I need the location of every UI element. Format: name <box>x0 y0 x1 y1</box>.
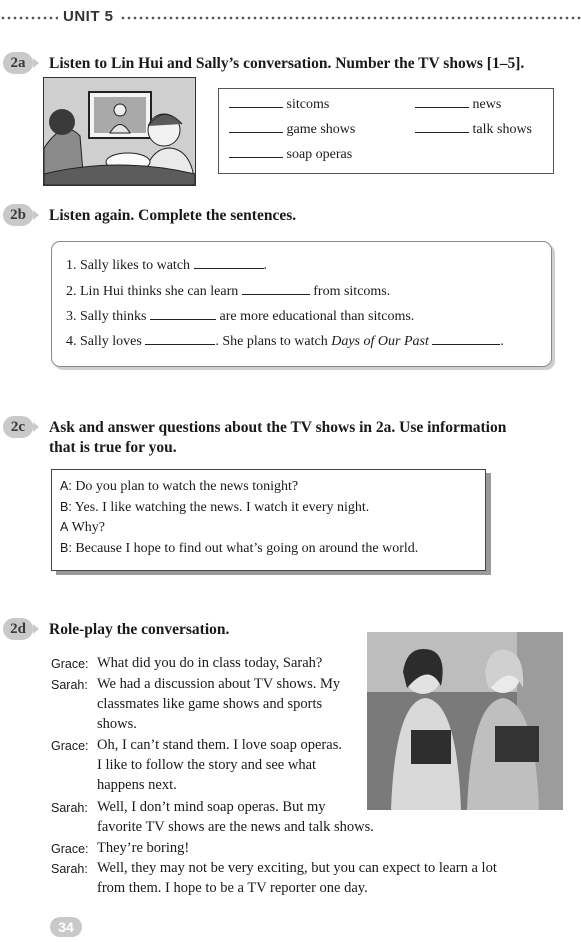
tv-shows-box <box>218 88 554 174</box>
answer-blank[interactable] <box>242 294 310 295</box>
unit-title: UNIT 5 <box>63 8 114 25</box>
answer-blank[interactable] <box>432 344 500 345</box>
speaker-label: Sarah: <box>51 801 88 815</box>
speaker-label: Grace: <box>51 739 89 753</box>
dialogue-line: We had a discussion about TV shows. My <box>97 676 341 692</box>
sentence-2: 2. Lin Hui thinks she can learn from sitcoms. <box>66 284 391 299</box>
speaker-label: Sarah: <box>51 678 88 692</box>
answer-blank[interactable] <box>415 132 469 133</box>
show-item: soap operas <box>229 147 352 163</box>
answer-blank[interactable] <box>229 157 283 158</box>
speaker-label: Grace: <box>51 657 89 671</box>
show-title: Days of Our Past <box>331 334 429 349</box>
tv-watching-illustration <box>43 77 196 186</box>
badge-2a: 2a <box>3 52 33 74</box>
badge-2c: 2c <box>3 416 33 438</box>
dialogue-line: happens next. <box>97 777 177 793</box>
answer-blank[interactable] <box>415 107 469 108</box>
dialogue-line: Well, they may not be very exciting, but you can expect to learn a lot <box>97 860 497 876</box>
header-dots-right <box>120 16 581 20</box>
instruction-2c-line2: that is true for you. <box>49 439 177 456</box>
answer-blank[interactable] <box>145 344 215 345</box>
students-photo <box>367 632 563 810</box>
dialogue-line: What did you do in class today, Sarah? <box>97 655 323 671</box>
page-number: 34 <box>50 917 82 937</box>
conversation-line: B: Because I hope to find out what’s going on around the world. <box>60 541 419 556</box>
answer-blank[interactable] <box>229 107 283 108</box>
sample-conversation-box <box>51 469 486 571</box>
instruction-2b: Listen again. Complete the sentences. <box>49 207 297 224</box>
header-dots-left <box>0 16 58 20</box>
dialogue-line: Oh, I can’t stand them. I love soap operas. <box>97 737 342 753</box>
sentence-4: 4. Sally loves . She plans to watch Days of Our Past . <box>66 334 504 349</box>
instruction-2c-line1: Ask and answer questions about the TV shows in 2a. Use information <box>49 419 507 436</box>
show-item: talk shows <box>415 122 532 138</box>
sentences-box <box>51 241 552 367</box>
conversation-line: A Why? <box>60 520 106 535</box>
badge-2d: 2d <box>3 618 33 640</box>
instruction-2a: Listen to Lin Hui and Sally’s conversation. Number the TV shows [1–5]. <box>49 55 525 72</box>
dialogue-line: I like to follow the story and see what <box>97 757 317 773</box>
dialogue-line: classmates like game shows and sports <box>97 696 323 712</box>
instruction-2d: Role-play the conversation. <box>49 621 230 638</box>
speaker-label: Sarah: <box>51 862 88 876</box>
conversation-line: A: Do you plan to watch the news tonight? <box>60 479 299 494</box>
dialogue-line: They’re boring! <box>97 840 190 856</box>
speaker-label: Grace: <box>51 842 89 856</box>
dialogue-line: favorite TV shows are the news and talk shows. <box>97 819 374 835</box>
dialogue-line: shows. <box>97 716 137 732</box>
sentence-1: 1. Sally likes to watch . <box>66 258 268 273</box>
sentence-3: 3. Sally thinks are more educational than sitcoms. <box>66 309 415 324</box>
show-item: game shows <box>229 122 355 138</box>
answer-blank[interactable] <box>194 268 264 269</box>
dialogue-line: Well, I don’t mind soap operas. But my <box>97 799 326 815</box>
answer-blank[interactable] <box>150 319 216 320</box>
dialogue-line: from them. I hope to be a TV reporter one day. <box>97 880 368 896</box>
show-item: sitcoms <box>229 97 329 113</box>
answer-blank[interactable] <box>229 132 283 133</box>
badge-2b: 2b <box>3 204 33 226</box>
conversation-line: B: Yes. I like watching the news. I watch it every night. <box>60 500 370 515</box>
show-item: news <box>415 97 501 113</box>
